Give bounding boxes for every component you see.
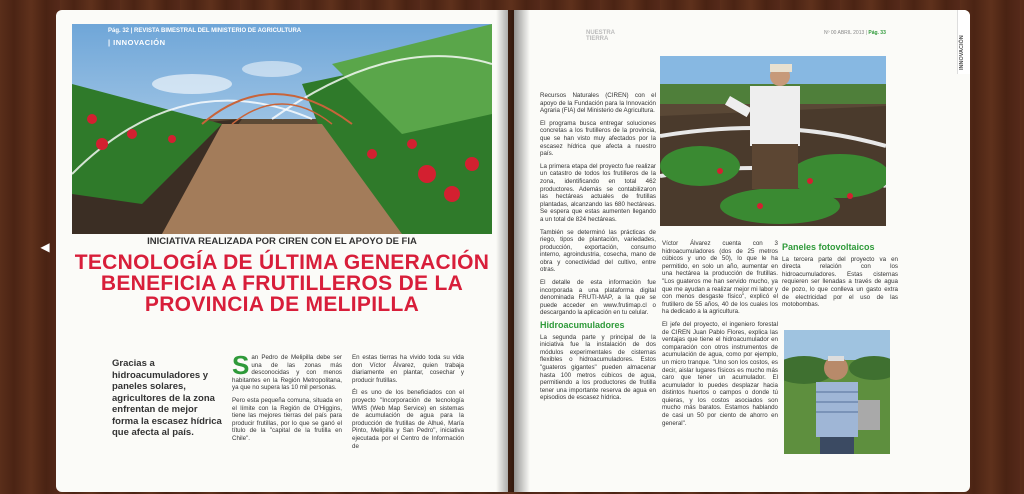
paragraph: Recursos Naturales (CIREN) con el apoyo de la Fundación para la Innovación Agraria (FIA) del Ministerio de Agricultura.: [540, 92, 656, 115]
text-column-3: [540, 92, 656, 407]
left-page: [56, 10, 508, 492]
text-column-2: [352, 354, 464, 455]
paragraph: La segunda parte y principal de la iniciativa fue la instalación de dos módulos experimentales de cisternas flexibles o hidroacumuladores. Estos "guateros gigantes" pueden almacenar hasta 100 metros cúbicos de agua, permitiendo a los productores de frutilla tener una importante reserva de agua en episodios de escasez hídrica.: [540, 333, 656, 402]
paragraph: Víctor Álvarez cuenta con 3 hidroacumuladores (dos de 25 metros cúbicos y uno de 50), lo que le ha permitido, en solo un año, aumentar en una hectárea la producción de frutillas. "Los guateros me han servido mucho, ya que me ayudan a realizar mejor mi labor y con menos desgaste físico", explicó el frutillero de 55 años, 40 de los cuales los ha dedicado a la agricultura.: [662, 240, 778, 316]
magazine-spread: [56, 10, 970, 492]
paragraph: El detalle de esta información fue incorporada a una plataforma digital denominada FRUTI-MAP, a la que se puede acceder en www.frutimap.cl o descargando la aplicación en tu celular.: [540, 279, 656, 317]
left-page-header: Pág. 32 | REVISTA BIMESTRAL DEL MINISTERIO DE AGRICULTURA: [108, 28, 302, 34]
engineer-photo: [784, 330, 890, 454]
text-column-1: [232, 350, 342, 448]
subheading-paneles: Paneles fotovoltaicos: [782, 242, 875, 252]
paragraph: La tercera parte del proyecto va en directa relación con los hidroacumuladores. Estas cisternas requieren ser llenadas a través de agua de pozo, lo que conlleva un gasto extra de electricidad por el uso de las motobombas.: [782, 255, 898, 309]
text-column-4: [662, 240, 778, 432]
right-page: [514, 10, 970, 492]
paragraph: También se determinó las prácticas de riego, tipos de plantación, variedades, producción, exportación, consumo interno, agroindustria, cosecha, mano de obra y conectividad del cultivo, entre otras.: [540, 228, 656, 274]
paragraph: En estas tierras ha vivido toda su vida don Víctor Álvarez, quien trabaja diariamente en plantar, cosechar y producir frutillas.: [352, 354, 464, 384]
book-gutter: [496, 10, 530, 492]
chevron-left-icon: ◀: [40, 240, 50, 254]
paragraph: Él es uno de los beneficiados con el proyecto "Incorporación de tecnología WMS (Web Map Service) en sistemas de acumulación de agua para la producción de frutillas de Alhué, María Pinto, Melipilla y San Pedro", iniciativa ejecutada por el Centro de Información de: [352, 389, 464, 450]
section-label: | INNOVACIÓN: [108, 38, 166, 47]
article-kicker: INICIATIVA REALIZADA POR CIREN CON EL APOYO DE FIA: [147, 236, 417, 247]
paragraph: an Pedro de Melipilla debe ser una de las zonas más desconocidas y con menos habitantes en la Región Metropolitana, ya que no supera las 10 mil personas.: [232, 354, 342, 392]
article-dek: Gracias a hidroacumuladores y paneles solares, agricultores de la zona enfrentan de mejor forma la escasez hídrica que afecta al país.: [112, 358, 222, 438]
magazine-logo: NUESTRA TIERRA: [586, 30, 615, 42]
paragraph: Pero esta pequeña comuna, situada en el límite con la Región de O'Higgins, tiene las mejores tierras del país para producir frutillas, por lo que se ganó el título de la "capital de la frutilla en Chile".: [232, 396, 342, 442]
prev-page-button[interactable]: [40, 240, 50, 254]
page-number: Pág. 33: [868, 30, 886, 36]
paragraph: La primera etapa del proyecto fue realizar un catastro de todos los frutilleros de la zona, identificando en total 462 productores. Además se contabilizaron las hectáreas actuales de frutillas plantadas, alcanzando las 680 hectáreas. Se espera que estas aumenten llegando a un total de 824 hectáreas.: [540, 162, 656, 223]
strawberry-field-photo: [72, 24, 492, 234]
subheading-hidroacumuladores: Hidroacumuladores: [540, 320, 625, 331]
issue-date: Nº 00 ABRIL 2013 |: [824, 30, 867, 36]
paragraph: El programa busca entregar soluciones concretas a los frutilleros de la provincia, que se han visto muy afectados por la escasez hídrica que afecta a nuestro país.: [540, 119, 656, 158]
side-tab: [957, 10, 970, 74]
drop-cap: S: [232, 350, 250, 380]
side-tab-label: INNOVACIÓN: [959, 35, 965, 70]
paragraph: El jefe del proyecto, el ingeniero forestal de CIREN Juan Pablo Flores, explica las ventajas que tiene el hidroacumulador en comparación con otros instrumentos de acumulación de agua, como por ejemplo, un micro tranque. "Uno son los costos, es decir, aislar lugares físicos es mucho más caro que tener un acumulador. El acumulador lo puedes desplazar hacia distintos huertos o campos o donde tú quieras, y los costos asociados son mucho más baratos. Estamos hablando de casi un 50 por ciento de ahorro en general".: [662, 320, 778, 427]
text-column-5: [782, 240, 898, 314]
farmer-photo: [660, 56, 886, 226]
article-headline: TECNOLOGÍA DE ÚLTIMA GENERACIÓN BENEFICIA A FRUTILLEROS DE LA PROVINCIA DE MELIPILLA: [74, 251, 490, 316]
right-page-header: [824, 30, 886, 36]
